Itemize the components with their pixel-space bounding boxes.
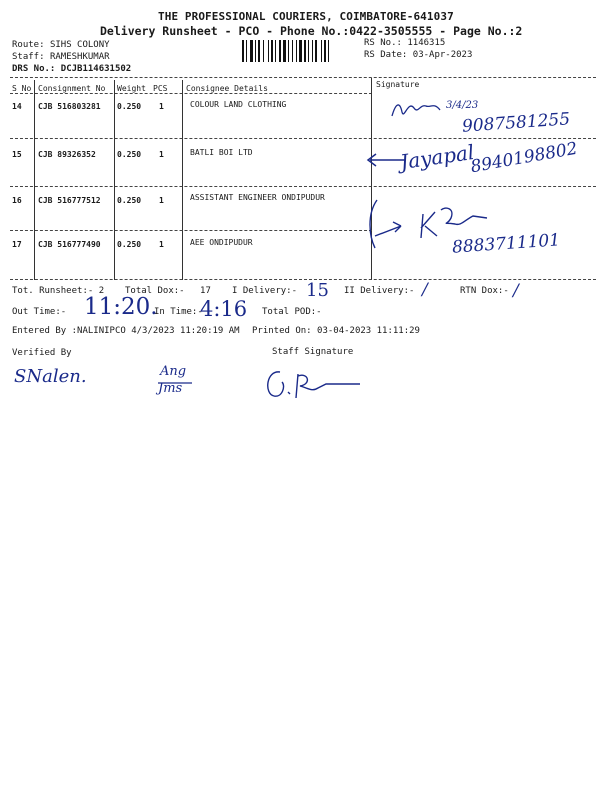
total-pod-label: Total POD:- bbox=[262, 307, 322, 317]
row-sno: 16 bbox=[12, 196, 22, 205]
row-weight: 0.250 bbox=[117, 150, 142, 159]
company-title: THE PROFESSIONAL COURIERS, COIMBATORE-641037 bbox=[158, 10, 454, 23]
total-dox-value: 17 bbox=[200, 286, 211, 296]
row-divider bbox=[10, 230, 372, 231]
route-label: Route: bbox=[12, 40, 45, 50]
barcode-bar bbox=[296, 40, 297, 62]
i-delivery-label: I Delivery:- bbox=[232, 286, 298, 296]
barcode-bar bbox=[255, 40, 256, 62]
col-header-consignee: Consignee Details bbox=[186, 84, 268, 93]
table-bottom-rule bbox=[10, 279, 596, 280]
tot-runsheet-value: 2 bbox=[98, 286, 105, 296]
rs-no-label: RS No.: bbox=[364, 38, 402, 48]
signature-phone-row-14: 9087581255 bbox=[461, 109, 571, 137]
row-consignee: ASSISTANT ENGINEER ONDIPUDUR bbox=[190, 193, 325, 202]
ii-delivery-value: / bbox=[422, 280, 428, 300]
col-header-sno: S No bbox=[12, 84, 32, 93]
barcode-bar bbox=[299, 40, 302, 62]
signature-date-row-14: 3/4/23 bbox=[446, 100, 479, 111]
barcode-bar bbox=[279, 40, 281, 62]
drs-value: DCJB114631502 bbox=[60, 64, 132, 74]
rs-date-row bbox=[364, 50, 472, 60]
entered-by: Entered By :NALINIPCO 4/3/2023 11:20:19 AM bbox=[12, 326, 240, 336]
drs-row bbox=[12, 64, 131, 74]
barcode-bar bbox=[312, 40, 313, 62]
col-header-weight: Weight bbox=[117, 84, 146, 93]
row-weight: 0.250 bbox=[117, 240, 142, 249]
row-weight: 0.250 bbox=[117, 196, 142, 205]
staff-label: Staff: bbox=[12, 52, 45, 62]
row-divider bbox=[10, 138, 596, 139]
barcode-bar bbox=[328, 40, 329, 62]
barcode-bar bbox=[283, 40, 286, 62]
row-pcs: 1 bbox=[159, 196, 164, 205]
col-divider bbox=[182, 80, 183, 280]
rs-date-value: 03-Apr-2023 bbox=[412, 50, 473, 60]
header-bottom-rule bbox=[10, 93, 372, 94]
barcode-bar bbox=[250, 40, 253, 62]
row-consignment: CJB 516777512 bbox=[38, 196, 101, 205]
rtn-dox-label: RTN Dox:- bbox=[460, 286, 509, 296]
barcode-bar bbox=[246, 40, 247, 62]
stamp-text-bottom: Jms bbox=[158, 381, 183, 396]
row-consignment: CJB 516777490 bbox=[38, 240, 101, 249]
rs-date-label: RS Date: bbox=[364, 50, 408, 60]
rs-no-row bbox=[364, 38, 445, 48]
row-consignment: CJB 89326352 bbox=[38, 150, 96, 159]
barcode bbox=[242, 40, 354, 62]
signature-name-row-15: Jayapal bbox=[398, 139, 476, 175]
signature-phone-row-17: 8883711101 bbox=[451, 230, 561, 258]
row-pcs: 1 bbox=[159, 150, 164, 159]
col-divider bbox=[34, 80, 35, 280]
i-delivery-value: 15 bbox=[306, 280, 329, 301]
total-dox-label: Total Dox:- bbox=[125, 286, 185, 296]
staff-signature-scribble bbox=[262, 364, 372, 404]
verified-by-label: Verified By bbox=[12, 348, 72, 358]
barcode-bar bbox=[292, 40, 293, 62]
tot-runsheet-label: Tot. Runsheet:- bbox=[12, 286, 94, 296]
row-sno: 14 bbox=[12, 102, 22, 111]
barcode-bar bbox=[324, 40, 326, 62]
out-time-value: 11:20. bbox=[84, 294, 158, 320]
printed-on: Printed On: 03-04-2023 11:11:29 bbox=[252, 326, 420, 336]
ii-delivery-label: II Delivery:- bbox=[344, 286, 415, 296]
row-pcs: 1 bbox=[159, 102, 164, 111]
staff-signature-label: Staff Signature bbox=[272, 347, 354, 357]
verifier-signature: SNalen. bbox=[14, 366, 87, 387]
barcode-bar bbox=[263, 40, 264, 62]
row-consignee: BATLI BOI LTD bbox=[190, 148, 253, 157]
row-divider bbox=[10, 186, 596, 187]
barcode-bar bbox=[271, 40, 273, 62]
row-sno: 17 bbox=[12, 240, 22, 249]
stamp-text-top: Ang bbox=[160, 364, 187, 379]
route-row bbox=[12, 40, 110, 50]
row-sno: 15 bbox=[12, 150, 22, 159]
barcode-bar bbox=[304, 40, 306, 62]
col-header-signature: Signature bbox=[376, 80, 420, 89]
row-consignee: COLOUR LAND CLOTHING bbox=[190, 100, 287, 109]
rtn-dox-value: / bbox=[513, 281, 519, 301]
table-top-rule bbox=[10, 77, 596, 78]
in-time-label: In Time:- bbox=[154, 307, 203, 317]
barcode-bar bbox=[275, 40, 276, 62]
row-weight: 0.250 bbox=[117, 102, 142, 111]
staff-value: RAMESHKUMAR bbox=[49, 52, 110, 62]
drs-label: DRS No.: bbox=[12, 64, 56, 74]
row-consignee: AEE ONDIPUDUR bbox=[190, 238, 253, 247]
barcode-bar bbox=[308, 40, 309, 62]
col-header-consignment: Consignment No bbox=[38, 84, 106, 93]
staff-row bbox=[12, 52, 110, 62]
row-consignment: CJB 516803281 bbox=[38, 102, 101, 111]
barcode-bar bbox=[288, 40, 289, 62]
barcode-bar bbox=[321, 40, 322, 62]
row-pcs: 1 bbox=[159, 240, 164, 249]
runsheet-subtitle: Delivery Runsheet - PCO - Phone No.:0422-3505555 - Page No.:2 bbox=[100, 24, 523, 38]
signature-scribble-row-14 bbox=[390, 98, 450, 124]
rs-no-value: 1146315 bbox=[407, 38, 446, 48]
in-time-value: 4:16 bbox=[200, 297, 248, 321]
col-header-pcs: PCS bbox=[153, 84, 168, 93]
signature-phone-row-15: 8940198802 bbox=[469, 138, 580, 178]
barcode-bar bbox=[268, 40, 269, 62]
route-value: SIHS COLONY bbox=[49, 40, 110, 50]
out-time-label: Out Time:- bbox=[12, 307, 67, 317]
barcode-bar bbox=[315, 40, 317, 62]
barcode-bar bbox=[258, 40, 260, 62]
col-divider bbox=[114, 80, 115, 280]
barcode-bar bbox=[242, 40, 244, 62]
